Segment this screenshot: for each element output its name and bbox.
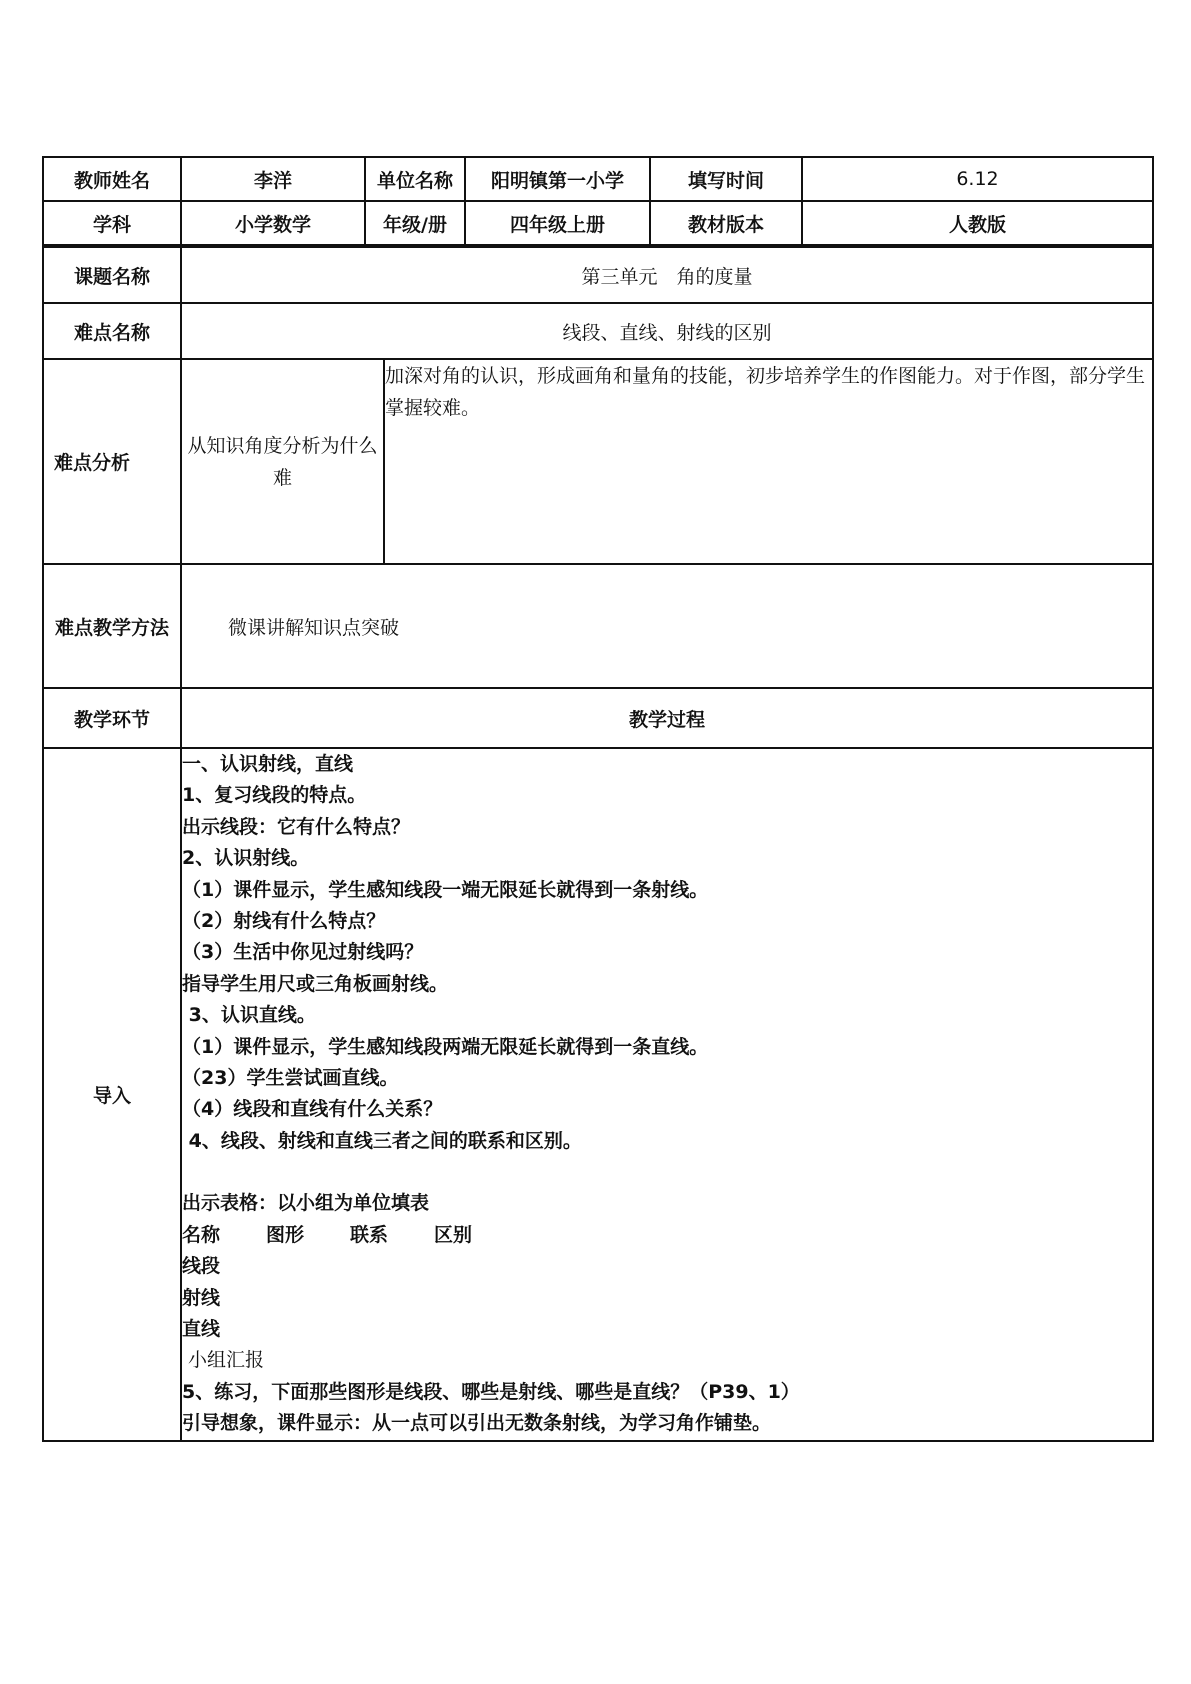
stage-header: 教学环节 — [43, 688, 181, 748]
unit-name: 阳明镇第一小学 — [465, 157, 650, 201]
process-line: 一、认识射线，直线 — [182, 753, 354, 775]
difficulty-row — [43, 303, 1153, 359]
process-line: 3、认识直线。 — [182, 1004, 316, 1027]
grade-value: 四年级上册 — [465, 201, 650, 245]
difficulty-value: 线段、直线、射线的区别 — [181, 303, 1153, 359]
report-line: 小组汇报 — [182, 1349, 265, 1372]
info-row-2 — [43, 201, 1153, 245]
stage-value: 导入 — [43, 748, 181, 1441]
subject-value: 小学数学 — [181, 201, 365, 245]
grade-label: 年级/册 — [365, 201, 465, 245]
difficulty-label: 难点名称 — [43, 303, 181, 359]
teacher-label: 教师姓名 — [43, 157, 181, 201]
analysis-label: 难点分析 — [43, 359, 181, 564]
process-line: （1）课件显示，学生感知线段两端无限延长就得到一条直线。 — [182, 1035, 709, 1058]
process-line: （4）线段和直线有什么关系？ — [182, 1098, 443, 1121]
fill-table-row: 直线 — [182, 1317, 221, 1340]
exercise-line: 5、练习，下面那些图形是线段、哪些是射线、哪些是直线？（P39、1） — [182, 1380, 800, 1403]
method-label: 难点教学方法 — [43, 564, 181, 688]
edition-label: 教材版本 — [650, 201, 802, 245]
process-header: 教学过程 — [181, 688, 1153, 748]
process-line: 2、认识射线。 — [182, 847, 310, 870]
topic-label: 课题名称 — [43, 247, 181, 303]
unit-label: 单位名称 — [365, 157, 465, 201]
guide-line: 引导想象，课件显示：从一点可以引出无数条射线，为学习角作铺垫。 — [182, 1412, 772, 1435]
process-line: （3）生活中你见过射线吗？ — [182, 941, 424, 964]
main-table — [42, 246, 1154, 1442]
topic-value: 第三单元 角的度量 — [181, 247, 1153, 303]
subject-label: 学科 — [43, 201, 181, 245]
process-line: 出示线段：它有什么特点？ — [182, 815, 411, 838]
table-header-cell: 图形 — [266, 1223, 305, 1246]
fill-table-row: 射线 — [182, 1286, 221, 1309]
process-header-row — [43, 688, 1153, 748]
process-line: （1）课件显示，学生感知线段一端无限延长就得到一条射线。 — [182, 878, 709, 901]
date-label: 填写时间 — [650, 157, 802, 201]
analysis-row — [43, 359, 1153, 564]
process-line: 1、复习线段的特点。 — [182, 784, 367, 807]
method-value: 微课讲解知识点突破 — [181, 564, 1153, 688]
analysis-text: 加深对角的认识，形成画角和量角的技能，初步培养学生的作图能力。对于作图，部分学生掌握较难。 — [384, 359, 1153, 564]
teacher-name: 李洋 — [181, 157, 365, 201]
process-row — [43, 748, 1153, 1441]
analysis-sub-label: 从知识角度分析为什么难 — [181, 359, 384, 564]
spacer — [182, 1157, 1152, 1188]
table-header-cell: 区别 — [434, 1223, 473, 1246]
fill-table-row: 线段 — [182, 1255, 221, 1278]
info-row-1 — [43, 157, 1153, 201]
topic-row — [43, 247, 1153, 303]
table-header-cell: 联系 — [350, 1223, 389, 1246]
edition-value: 人教版 — [802, 201, 1153, 245]
date-value: 6.12 — [802, 157, 1153, 201]
method-row — [43, 564, 1153, 688]
process-line: （23）学生尝试画直线。 — [182, 1067, 399, 1090]
process-content — [181, 748, 1153, 1441]
process-line: （2）射线有什么特点？ — [182, 910, 386, 933]
fill-table-header — [182, 1220, 1152, 1251]
process-line: 4、线段、射线和直线三者之间的联系和区别。 — [182, 1129, 582, 1152]
table-header-cell: 名称 — [182, 1223, 221, 1246]
process-line: 出示表格：以小组为单位填表 — [182, 1192, 430, 1215]
process-line: 指导学生用尺或三角板画射线。 — [182, 972, 449, 995]
info-table — [42, 156, 1154, 246]
